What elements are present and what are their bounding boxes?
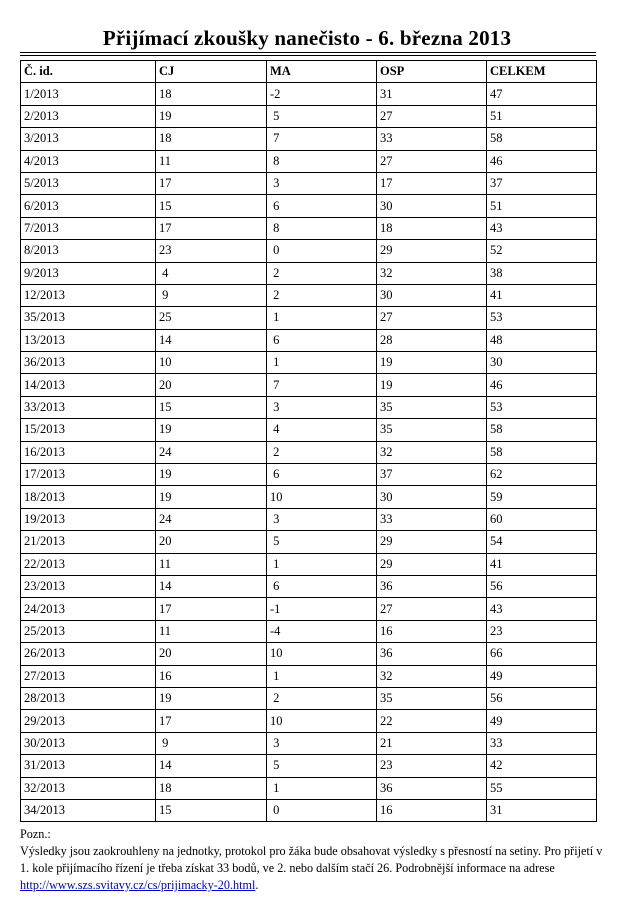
cell-osp: 16 <box>377 620 487 642</box>
cell-ma: -2 <box>267 83 377 105</box>
table-row <box>21 710 597 732</box>
cell-id: 28/2013 <box>21 687 156 709</box>
table-row <box>21 598 597 620</box>
table-row <box>21 687 597 709</box>
table-row <box>21 307 597 329</box>
info-link[interactable]: http://www.szs.svitavy.cz/cs/prijimacky-20.html <box>20 878 256 892</box>
cell-cj: 19 <box>156 687 267 709</box>
table-row <box>21 620 597 642</box>
cell-cj: 15 <box>156 396 267 418</box>
cell-id: 15/2013 <box>21 419 156 441</box>
footnote-text: Výsledky jsou zaokrouhleny na jednotky, protokol pro žáka bude obsahovat výsledky s přesností na setiny. Pro přijetí v 1. kole přijímacího řízení je třeba získat 33 bodů, ve 2. nebo dalším stačí 26. Podrobnější informace na adrese <box>20 844 603 875</box>
footnote-end: . <box>255 878 259 892</box>
cell-celkem: 41 <box>487 553 597 575</box>
cell-cj: 17 <box>156 598 267 620</box>
cell-ma: 2 <box>267 687 377 709</box>
footnote <box>20 826 610 894</box>
table-row <box>21 105 597 127</box>
cell-cj: 19 <box>156 486 267 508</box>
cell-cj: 20 <box>156 643 267 665</box>
table-row <box>21 83 597 105</box>
table-row <box>21 755 597 777</box>
column-header-celkem: CELKEM <box>487 61 597 83</box>
cell-osp: 35 <box>377 396 487 418</box>
table-row <box>21 732 597 754</box>
cell-cj: 9 <box>156 284 267 306</box>
cell-celkem: 46 <box>487 374 597 396</box>
cell-celkem: 49 <box>487 665 597 687</box>
cell-id: 30/2013 <box>21 732 156 754</box>
cell-celkem: 56 <box>487 687 597 709</box>
cell-cj: 17 <box>156 710 267 732</box>
cell-cj: 17 <box>156 172 267 194</box>
cell-osp: 36 <box>377 575 487 597</box>
cell-celkem: 60 <box>487 508 597 530</box>
cell-cj: 9 <box>156 732 267 754</box>
table-row <box>21 553 597 575</box>
cell-cj: 11 <box>156 620 267 642</box>
cell-celkem: 58 <box>487 128 597 150</box>
cell-ma: 7 <box>267 128 377 150</box>
cell-celkem: 49 <box>487 710 597 732</box>
cell-celkem: 38 <box>487 262 597 284</box>
cell-ma: 10 <box>267 710 377 732</box>
cell-id: 23/2013 <box>21 575 156 597</box>
cell-ma: 6 <box>267 329 377 351</box>
table-row <box>21 128 597 150</box>
cell-celkem: 41 <box>487 284 597 306</box>
cell-id: 7/2013 <box>21 217 156 239</box>
cell-ma: 5 <box>267 531 377 553</box>
results-table-body <box>21 83 597 822</box>
table-row <box>21 329 597 351</box>
table-row <box>21 643 597 665</box>
cell-celkem: 42 <box>487 755 597 777</box>
footnote-label: Pozn.: <box>20 827 51 841</box>
cell-id: 4/2013 <box>21 150 156 172</box>
cell-celkem: 53 <box>487 307 597 329</box>
cell-ma: 0 <box>267 240 377 262</box>
cell-celkem: 58 <box>487 441 597 463</box>
cell-cj: 4 <box>156 262 267 284</box>
table-row <box>21 374 597 396</box>
cell-celkem: 55 <box>487 777 597 799</box>
table-row <box>21 665 597 687</box>
table-row <box>21 531 597 553</box>
cell-celkem: 47 <box>487 83 597 105</box>
cell-osp: 27 <box>377 150 487 172</box>
cell-id: 25/2013 <box>21 620 156 642</box>
cell-osp: 17 <box>377 172 487 194</box>
cell-id: 26/2013 <box>21 643 156 665</box>
cell-osp: 27 <box>377 307 487 329</box>
title-underline <box>20 52 596 53</box>
cell-celkem: 43 <box>487 217 597 239</box>
table-row <box>21 575 597 597</box>
cell-osp: 21 <box>377 732 487 754</box>
cell-osp: 16 <box>377 799 487 821</box>
cell-ma: 10 <box>267 486 377 508</box>
cell-osp: 32 <box>377 665 487 687</box>
cell-osp: 33 <box>377 128 487 150</box>
cell-id: 22/2013 <box>21 553 156 575</box>
cell-ma: 3 <box>267 396 377 418</box>
cell-ma: 6 <box>267 464 377 486</box>
title-underline-second <box>20 55 596 56</box>
page-title-container <box>20 24 594 52</box>
cell-osp: 32 <box>377 262 487 284</box>
cell-osp: 23 <box>377 755 487 777</box>
cell-cj: 11 <box>156 553 267 575</box>
table-row <box>21 262 597 284</box>
cell-celkem: 51 <box>487 195 597 217</box>
cell-id: 19/2013 <box>21 508 156 530</box>
cell-celkem: 37 <box>487 172 597 194</box>
cell-id: 31/2013 <box>21 755 156 777</box>
cell-cj: 14 <box>156 329 267 351</box>
cell-ma: 1 <box>267 665 377 687</box>
cell-osp: 19 <box>377 374 487 396</box>
cell-osp: 32 <box>377 441 487 463</box>
cell-cj: 24 <box>156 508 267 530</box>
cell-cj: 18 <box>156 128 267 150</box>
cell-cj: 23 <box>156 240 267 262</box>
cell-celkem: 59 <box>487 486 597 508</box>
cell-osp: 19 <box>377 352 487 374</box>
cell-id: 29/2013 <box>21 710 156 732</box>
cell-celkem: 30 <box>487 352 597 374</box>
cell-ma: 3 <box>267 172 377 194</box>
cell-cj: 10 <box>156 352 267 374</box>
cell-osp: 33 <box>377 508 487 530</box>
cell-celkem: 48 <box>487 329 597 351</box>
cell-osp: 27 <box>377 598 487 620</box>
cell-id: 13/2013 <box>21 329 156 351</box>
column-header-osp: OSP <box>377 61 487 83</box>
cell-id: 2/2013 <box>21 105 156 127</box>
cell-ma: 8 <box>267 150 377 172</box>
cell-id: 3/2013 <box>21 128 156 150</box>
cell-ma: 3 <box>267 508 377 530</box>
cell-osp: 29 <box>377 240 487 262</box>
cell-id: 21/2013 <box>21 531 156 553</box>
results-table <box>20 60 597 822</box>
cell-ma: 1 <box>267 777 377 799</box>
cell-id: 27/2013 <box>21 665 156 687</box>
table-row <box>21 284 597 306</box>
table-row <box>21 486 597 508</box>
cell-cj: 14 <box>156 755 267 777</box>
cell-celkem: 54 <box>487 531 597 553</box>
cell-celkem: 58 <box>487 419 597 441</box>
cell-osp: 31 <box>377 83 487 105</box>
cell-osp: 35 <box>377 687 487 709</box>
cell-ma: -1 <box>267 598 377 620</box>
cell-cj: 20 <box>156 374 267 396</box>
table-row <box>21 419 597 441</box>
cell-id: 14/2013 <box>21 374 156 396</box>
cell-cj: 17 <box>156 217 267 239</box>
column-header-ma: MA <box>267 61 377 83</box>
cell-osp: 18 <box>377 217 487 239</box>
cell-cj: 24 <box>156 441 267 463</box>
cell-id: 17/2013 <box>21 464 156 486</box>
cell-celkem: 52 <box>487 240 597 262</box>
table-row <box>21 195 597 217</box>
cell-osp: 36 <box>377 643 487 665</box>
cell-osp: 36 <box>377 777 487 799</box>
cell-ma: 8 <box>267 217 377 239</box>
table-row <box>21 464 597 486</box>
table-row <box>21 150 597 172</box>
cell-osp: 22 <box>377 710 487 732</box>
cell-id: 36/2013 <box>21 352 156 374</box>
cell-osp: 30 <box>377 486 487 508</box>
table-row <box>21 508 597 530</box>
table-row <box>21 217 597 239</box>
page-title: Přijímací zkoušky nanečisto - 6. března 2013 <box>102 26 512 50</box>
cell-celkem: 51 <box>487 105 597 127</box>
cell-id: 8/2013 <box>21 240 156 262</box>
cell-celkem: 23 <box>487 620 597 642</box>
cell-celkem: 66 <box>487 643 597 665</box>
cell-osp: 28 <box>377 329 487 351</box>
column-header-cj: CJ <box>156 61 267 83</box>
cell-ma: 10 <box>267 643 377 665</box>
cell-cj: 19 <box>156 105 267 127</box>
cell-id: 32/2013 <box>21 777 156 799</box>
cell-ma: 7 <box>267 374 377 396</box>
cell-celkem: 46 <box>487 150 597 172</box>
cell-id: 5/2013 <box>21 172 156 194</box>
cell-ma: 1 <box>267 352 377 374</box>
cell-ma: 5 <box>267 105 377 127</box>
cell-cj: 18 <box>156 777 267 799</box>
cell-cj: 14 <box>156 575 267 597</box>
cell-celkem: 43 <box>487 598 597 620</box>
cell-celkem: 62 <box>487 464 597 486</box>
cell-celkem: 33 <box>487 732 597 754</box>
cell-cj: 15 <box>156 195 267 217</box>
cell-celkem: 31 <box>487 799 597 821</box>
table-row <box>21 799 597 821</box>
cell-id: 9/2013 <box>21 262 156 284</box>
cell-id: 24/2013 <box>21 598 156 620</box>
cell-cj: 19 <box>156 419 267 441</box>
cell-ma: 6 <box>267 575 377 597</box>
table-row <box>21 396 597 418</box>
table-row <box>21 352 597 374</box>
cell-ma: 6 <box>267 195 377 217</box>
cell-cj: 16 <box>156 665 267 687</box>
table-row <box>21 240 597 262</box>
cell-id: 6/2013 <box>21 195 156 217</box>
cell-osp: 30 <box>377 195 487 217</box>
cell-osp: 29 <box>377 553 487 575</box>
cell-id: 16/2013 <box>21 441 156 463</box>
cell-id: 33/2013 <box>21 396 156 418</box>
cell-id: 35/2013 <box>21 307 156 329</box>
cell-ma: 0 <box>267 799 377 821</box>
cell-osp: 37 <box>377 464 487 486</box>
cell-ma: 2 <box>267 441 377 463</box>
cell-ma: 3 <box>267 732 377 754</box>
footnote-body <box>20 843 610 894</box>
table-row <box>21 777 597 799</box>
cell-cj: 18 <box>156 83 267 105</box>
cell-cj: 11 <box>156 150 267 172</box>
cell-celkem: 56 <box>487 575 597 597</box>
table-header-row <box>21 61 597 83</box>
cell-ma: 2 <box>267 284 377 306</box>
cell-ma: 1 <box>267 307 377 329</box>
cell-osp: 29 <box>377 531 487 553</box>
cell-cj: 19 <box>156 464 267 486</box>
cell-cj: 15 <box>156 799 267 821</box>
cell-osp: 35 <box>377 419 487 441</box>
cell-id: 34/2013 <box>21 799 156 821</box>
cell-ma: 2 <box>267 262 377 284</box>
cell-ma: 5 <box>267 755 377 777</box>
table-row <box>21 441 597 463</box>
cell-ma: 4 <box>267 419 377 441</box>
column-header-id: Č. id. <box>21 61 156 83</box>
cell-osp: 27 <box>377 105 487 127</box>
cell-ma: -4 <box>267 620 377 642</box>
cell-id: 18/2013 <box>21 486 156 508</box>
cell-id: 12/2013 <box>21 284 156 306</box>
cell-osp: 30 <box>377 284 487 306</box>
cell-id: 1/2013 <box>21 83 156 105</box>
cell-cj: 20 <box>156 531 267 553</box>
cell-cj: 25 <box>156 307 267 329</box>
cell-celkem: 53 <box>487 396 597 418</box>
table-row <box>21 172 597 194</box>
cell-ma: 1 <box>267 553 377 575</box>
